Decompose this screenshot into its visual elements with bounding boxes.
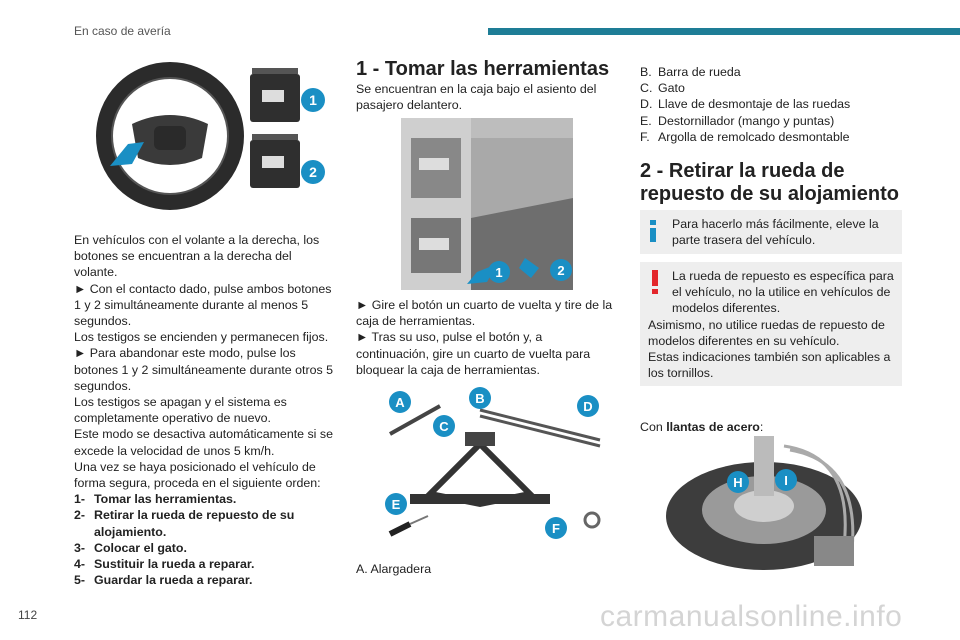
callout-1: 1	[309, 92, 317, 108]
page-number: 112	[18, 608, 38, 622]
warning-line-2: Asimismo, no utilice ruedas de repuesto de modelos diferentes en su vehículo.	[648, 317, 885, 348]
list-item: 1- Tomar las herramientas.	[74, 492, 237, 507]
list-item: 3- Colocar el gato.	[74, 540, 187, 555]
warning-line-1: La rueda de repuesto es específica para el vehículo, no la utilice en vehículos de modelos diferentes.	[672, 269, 894, 316]
info-box	[640, 210, 902, 254]
callout-i: I	[784, 473, 788, 488]
callout-1: 1	[495, 265, 503, 280]
list-item: B. Barra de rueda	[640, 65, 741, 79]
callout-e: E	[391, 497, 401, 512]
instruction-open: ► Gire el botón un cuarto de vuelta y tire de la caja de herramientas.	[356, 297, 618, 329]
warning-text	[648, 268, 898, 381]
tools-instructions	[356, 297, 618, 378]
callout-c: C	[439, 419, 449, 434]
instruction-stop: ► Para abandonar este modo, pulse los botones 1 y 2 simultáneamente durante otros 5 segundos.	[74, 345, 336, 394]
list-item: 2- Retirar la rueda de repuesto de su alojamiento.	[74, 508, 295, 539]
item-a: A. Alargadera	[356, 562, 432, 576]
instruction-start: ► Con el contacto dado, pulse ambos botones 1 y 2 simultáneamente durante al menos 5 segundos.	[74, 281, 336, 330]
tools-illustration	[370, 384, 610, 554]
left-column-text	[74, 232, 336, 588]
list-item: D. Llave de desmontaje de las ruedas	[640, 97, 851, 112]
callout-f: F	[552, 521, 560, 536]
list-item: 5- Guardar la rueda a reparar.	[74, 573, 253, 588]
callout-2: 2	[309, 164, 317, 180]
header-accent-bar	[488, 28, 960, 35]
spare-wheel-illustration	[664, 426, 878, 572]
instruction-lock: ► Tras su uso, pulse el botón y, a continuación, gire un cuarto de vuelta para bloquear la caja de herramientas.	[356, 329, 618, 378]
note-off-1: Los testigos se apagan y el sistema es completamente operativo de nuevo.	[74, 395, 287, 426]
steering-wheel-illustration	[74, 54, 336, 220]
watermark: carmanualsonline.info	[600, 600, 903, 633]
procedure-steps	[74, 491, 336, 588]
section-header: En caso de avería	[74, 24, 171, 38]
steel-rims-bold: llantas de acero	[666, 420, 760, 434]
toolbox-photo	[401, 118, 573, 290]
callout-a: A	[395, 395, 405, 410]
heading-tools: 1 - Tomar las herramientas	[356, 58, 610, 80]
tools-intro: Se encuentran en la caja bajo el asiento del pasajero delantero.	[356, 82, 597, 113]
list-item: C. Gato	[640, 81, 685, 96]
callout-h: H	[733, 475, 743, 490]
heading-spare-wheel: 2 - Retirar la rueda de repuesto de su alojamiento	[640, 160, 899, 205]
intro-paragraph: En vehículos con el volante a la derecha, los botones se encuentran a la derecha del volante.	[74, 233, 320, 280]
note-off-3: Una vez se haya posicionado el vehículo de forma segura, proceda en el siguiente orden:	[74, 459, 321, 491]
info-text: Para hacerlo más fácilmente, eleve la parte trasera del vehículo.	[672, 217, 879, 248]
info-icon	[650, 220, 656, 242]
callout-2: 2	[557, 263, 565, 278]
list-item: E. Destornillador (mango y puntas)	[640, 113, 835, 128]
warning-line-3: Estas indicaciones también son aplicables a los tornillos.	[648, 350, 891, 381]
list-item: 4- Sustituir la rueda a reparar.	[74, 557, 255, 572]
warning-box	[640, 262, 902, 386]
list-item: F. Argolla de remolcado desmontable	[640, 129, 850, 144]
tools-legend-list	[640, 64, 850, 145]
note-off-2: Este modo se desactiva automáticamente si se excede la velocidad de unos 5 km/h.	[74, 427, 333, 458]
callout-b: B	[475, 391, 485, 406]
steel-rims-label: Con llantas de acero:	[640, 420, 764, 434]
note-on: Los testigos se encienden y permanecen fijos.	[74, 330, 329, 345]
callout-d: D	[583, 399, 593, 414]
